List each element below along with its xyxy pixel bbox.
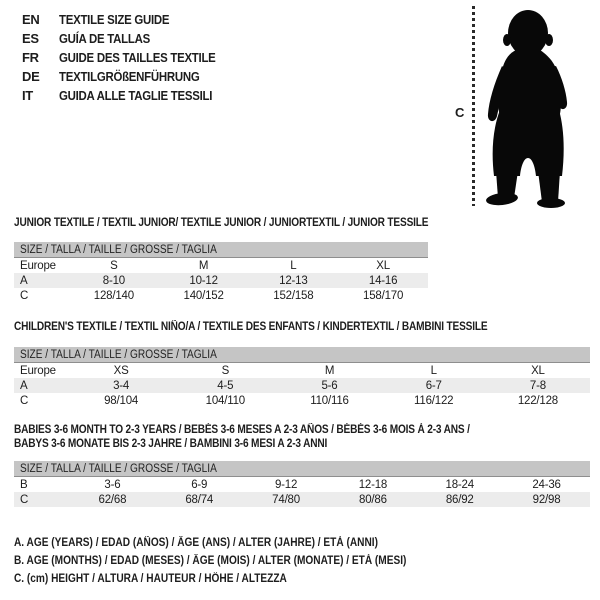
cell: 10-12 — [189, 274, 218, 287]
cell: 8-10 — [102, 274, 125, 287]
row-label: A — [20, 274, 28, 287]
note-age-months — [14, 552, 460, 570]
height-measure-dashed-line — [472, 6, 475, 206]
cell: 152/158 — [273, 289, 314, 302]
lang-row-es — [22, 29, 237, 48]
row-label: Europe — [20, 364, 56, 377]
row-label: C — [20, 289, 29, 302]
note-height — [14, 570, 460, 588]
row-label: Europe — [20, 259, 56, 272]
size-band-label: SIZE / TALLA / TAILLE / GRÖSSE / TAGLIA — [20, 243, 217, 256]
cell: 7-8 — [529, 379, 546, 392]
table-row-europe — [14, 258, 428, 273]
lang-row-de — [22, 67, 237, 86]
cell: 5-6 — [321, 379, 338, 392]
note-age-years — [14, 534, 460, 552]
lang-label: GUIDE DES TAILLES TEXTILE — [59, 50, 216, 65]
table-row-height — [14, 393, 590, 408]
cell: 86/92 — [445, 493, 474, 506]
cell: 92/98 — [532, 493, 561, 506]
babies-section-title — [14, 424, 532, 451]
cell: 74/80 — [272, 493, 300, 506]
cell: 140/152 — [183, 289, 224, 302]
toddler-silhouette — [484, 6, 576, 208]
lang-code: EN — [22, 12, 40, 27]
lang-label: GUIDA ALLE TAGLIE TESSILI — [59, 88, 213, 103]
cell: 6-7 — [425, 379, 442, 392]
table-row-age — [14, 273, 428, 288]
children-size-table — [14, 347, 590, 408]
cell: 12-18 — [358, 478, 388, 491]
lang-code: ES — [22, 31, 39, 46]
cell: 110/116 — [310, 394, 349, 407]
cell: L — [430, 364, 437, 377]
cell: XS — [113, 364, 129, 377]
junior-section-title — [14, 217, 485, 231]
cell: 24-36 — [532, 478, 561, 491]
children-section-title — [14, 321, 552, 335]
lang-code: IT — [22, 88, 33, 103]
lang-row-en — [22, 10, 237, 29]
cell: XL — [531, 364, 545, 377]
table-row-age-months — [14, 477, 590, 492]
lang-label: GUÍA DE TALLAS — [59, 31, 150, 46]
cell: 3-4 — [113, 379, 130, 392]
cell: 12-13 — [279, 274, 308, 287]
lang-row-fr — [22, 48, 237, 67]
cell: 18-24 — [445, 478, 474, 491]
cell: S — [110, 259, 118, 272]
babies-title-line2: BABYS 3-6 MONATE BIS 2-3 JAHRE / BAMBINI 3-6 MESI A 2-3 ANNI — [14, 437, 328, 450]
lang-label: TEXTILGRÖßENFÜHRUNG — [59, 69, 200, 84]
note-text: B. AGE (MONTHS) / EDAD (MESES) / ÂGE (MOIS) / ALTER (MONATE) / ETÀ (MESI) — [14, 555, 407, 567]
cell: 158/170 — [363, 289, 404, 302]
table-row-age — [14, 378, 590, 393]
cell: L — [290, 259, 297, 272]
cell: M — [324, 364, 335, 377]
junior-title-text: JUNIOR TEXTILE / TEXTIL JUNIOR/ TEXTILE JUNIOR / JUNIORTEXTIL / JUNIOR TESSILE — [14, 217, 429, 229]
size-band-label: SIZE / TALLA / TAILLE / GRÖSSE / TAGLIA — [20, 348, 217, 361]
row-label: A — [20, 379, 28, 392]
cell: 80/86 — [359, 493, 387, 506]
row-label: C — [20, 394, 29, 407]
note-text: C. (cm) HEIGHT / ALTURA / HAUTEUR / HÖHE / ALTEZZA — [14, 573, 287, 585]
lang-code: DE — [22, 69, 40, 84]
note-text: A. AGE (YEARS) / EDAD (AÑOS) / ÂGE (ANS) / ALTER (JAHRE) / ETÀ (ANNI) — [14, 537, 378, 549]
cell: S — [221, 364, 230, 377]
height-label-c: C — [455, 105, 465, 120]
cell: XL — [376, 259, 390, 272]
babies-title-line1: BABIES 3-6 MONTH TO 2-3 YEARS / BEBÉS 3-6 MESES A 2-3 AÑOS / BÉBÉS 3-6 MOIS À 2-3 ANS / — [14, 424, 470, 436]
legend-notes — [14, 534, 460, 588]
lang-label: TEXTILE SIZE GUIDE — [59, 12, 170, 27]
cell: 62/68 — [98, 493, 127, 506]
language-header — [22, 10, 237, 105]
cell: 4-5 — [217, 379, 234, 392]
table-row-europe — [14, 363, 590, 378]
row-label: C — [20, 493, 29, 506]
cell: 122/128 — [517, 394, 558, 407]
table-row-height — [14, 492, 590, 507]
cell: 116/122 — [414, 394, 454, 407]
row-label: B — [20, 478, 28, 491]
table-row-height — [14, 288, 428, 303]
cell: 14-16 — [368, 274, 398, 287]
size-band — [14, 461, 590, 477]
cell: 128/140 — [93, 289, 134, 302]
size-band — [14, 242, 428, 258]
babies-size-table — [14, 461, 590, 507]
cell: 6-9 — [191, 478, 208, 491]
cell: 68/74 — [185, 493, 214, 506]
lang-row-it — [22, 86, 237, 105]
lang-code: FR — [22, 50, 39, 65]
cell: 3-6 — [104, 478, 121, 491]
cell: 9-12 — [274, 478, 298, 491]
size-band-label: SIZE / TALLA / TAILLE / GRÖSSE / TAGLIA — [20, 462, 217, 475]
cell: 98/104 — [104, 394, 139, 407]
cell: M — [198, 259, 209, 272]
size-band — [14, 347, 590, 363]
junior-size-table — [14, 242, 428, 303]
cell: 104/110 — [205, 394, 245, 407]
children-title-text: CHILDREN'S TEXTILE / TEXTIL NIÑO/A / TEXTILE DES ENFANTS / KINDERTEXTIL / BAMBINI TESSILE — [14, 321, 488, 333]
